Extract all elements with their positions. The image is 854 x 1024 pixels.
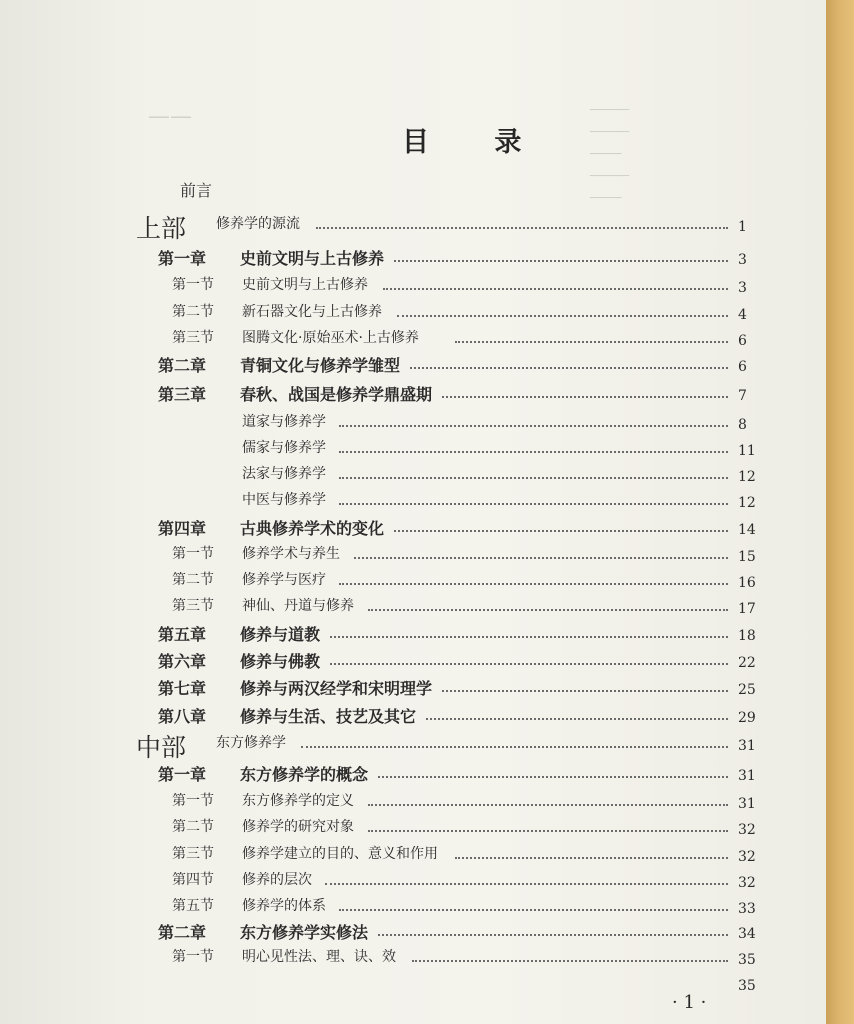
toc-section-row xyxy=(0,437,826,463)
toc-dot-leader xyxy=(378,934,728,936)
toc-section-title: 修养学建立的目的、意义和作用 xyxy=(242,846,438,862)
toc-chapter-label: 第六章 xyxy=(158,652,207,671)
toc-section-row xyxy=(0,869,826,895)
show-through-text: ───── ───── ──── ───── ──── xyxy=(590,103,630,206)
toc-dot-leader xyxy=(410,367,728,369)
toc-section-label: 第一节 xyxy=(172,546,214,562)
toc-chapter-title: 修养与两汉经学和宋明理学 xyxy=(240,679,433,698)
toc-section-title: 史前文明与上古修养 xyxy=(242,277,368,293)
toc-section-title: 修养的层次 xyxy=(242,872,312,888)
toc-section-title: 神仙、丹道与修养 xyxy=(242,598,354,614)
toc-page-number: 22 xyxy=(738,655,756,671)
toc-section-row xyxy=(0,489,826,515)
toc-chapter-label: 第八章 xyxy=(158,707,207,726)
toc-section-row xyxy=(0,569,826,595)
toc-section-label: 第二节 xyxy=(172,819,214,835)
toc-chapter-label: 第二章 xyxy=(158,356,207,375)
page-number: · 1 · xyxy=(672,992,707,1013)
toc-dot-leader xyxy=(394,530,728,532)
toc-chapter-title: 修养与生活、技艺及其它 xyxy=(240,707,417,726)
toc-section-title: 儒家与修养学 xyxy=(242,440,326,456)
toc-section-label: 第一节 xyxy=(172,793,214,809)
toc-dot-leader xyxy=(339,909,728,911)
toc-chapter-label: 第一章 xyxy=(158,249,207,268)
toc-section-title: 法家与修养学 xyxy=(242,466,326,482)
toc-chapter-row xyxy=(0,704,826,730)
toc-section-row xyxy=(0,301,826,327)
toc-part-label: 上部 xyxy=(136,214,187,243)
toc-section-row xyxy=(0,895,826,921)
toc-section-label: 第五节 xyxy=(172,898,214,914)
toc-dot-leader xyxy=(368,609,728,611)
toc-page-number: 17 xyxy=(738,601,756,617)
toc-dot-leader xyxy=(383,288,729,290)
toc-page-number: 33 xyxy=(738,901,756,917)
toc-chapter-title: 史前文明与上古修养 xyxy=(240,249,385,268)
toc-section-row xyxy=(0,843,826,869)
toc-chapter-title: 修养与佛教 xyxy=(240,652,321,671)
toc-dot-leader xyxy=(368,830,728,832)
toc-section-title: 修养学术与养生 xyxy=(242,546,340,562)
toc-page-number: 32 xyxy=(738,822,756,838)
toc-part-label: 中部 xyxy=(136,733,187,762)
toc-chapter-label: 第四章 xyxy=(158,519,207,538)
toc-page-number: 25 xyxy=(738,682,756,698)
toc-section-row xyxy=(0,816,826,842)
toc-chapter-title: 修养与道教 xyxy=(240,625,321,644)
toc-page-number: 3 xyxy=(738,280,747,296)
page-title: 目 录 xyxy=(402,127,550,158)
toc-section-row xyxy=(0,946,826,972)
toc-page-number: 31 xyxy=(738,738,756,754)
toc-page-number: 14 xyxy=(738,522,756,538)
toc-dot-leader xyxy=(378,776,728,778)
toc-chapter-label: 第一章 xyxy=(158,765,207,784)
toc-chapter-label: 第三章 xyxy=(158,385,207,404)
toc-section-title: 东方修养学的定义 xyxy=(242,793,354,809)
toc-dot-leader xyxy=(325,883,729,885)
toc-chapter-label: 第二章 xyxy=(158,923,207,942)
toc-dot-leader xyxy=(412,960,729,962)
toc-chapter-row xyxy=(0,920,826,946)
toc-section-label: 第三节 xyxy=(172,846,214,862)
toc-chapter-label: 第七章 xyxy=(158,679,207,698)
toc-page-number: 29 xyxy=(738,710,756,726)
toc-chapter-row xyxy=(0,676,826,702)
toc-page-number: 31 xyxy=(738,796,756,812)
toc-section-row xyxy=(0,543,826,569)
toc-dot-leader xyxy=(394,260,728,262)
toc-chapter-row xyxy=(0,622,826,648)
toc-chapter-row xyxy=(0,762,826,788)
toc-section-label: 第四节 xyxy=(172,872,214,888)
toc-dot-leader xyxy=(339,451,728,453)
toc-page-number: 7 xyxy=(738,388,747,404)
toc-page-number: 16 xyxy=(738,575,756,591)
toc-section-row xyxy=(0,595,826,621)
toc-section-title: 修养学的体系 xyxy=(242,898,326,914)
toc-dot-leader xyxy=(442,690,728,692)
toc-page-number: 12 xyxy=(738,495,756,511)
toc-page-number: 6 xyxy=(738,359,747,375)
toc-section-title: 修养学的研究对象 xyxy=(242,819,354,835)
toc-dot-leader xyxy=(339,477,728,479)
toc-page-number: 18 xyxy=(738,628,756,644)
toc-page-number: 1 xyxy=(738,219,747,235)
toc-dot-leader xyxy=(339,425,728,427)
toc-section-title: 明心见性法、理、诀、效 xyxy=(242,949,396,965)
toc-section-row xyxy=(0,463,826,489)
toc-dot-leader xyxy=(455,341,728,343)
toc-page-number: 34 xyxy=(738,926,756,942)
page-edge xyxy=(826,0,854,1024)
toc-dot-leader xyxy=(339,503,728,505)
toc-chapter-title: 春秋、战国是修养学鼎盛期 xyxy=(240,385,433,404)
toc-section-title: 中医与修养学 xyxy=(242,492,326,508)
toc-page-number: 32 xyxy=(738,875,756,891)
toc-chapter-row xyxy=(0,516,826,542)
toc-section-title: 图腾文化·原始巫术·上古修养 xyxy=(242,330,419,346)
toc-page-number: 3 xyxy=(738,252,747,268)
toc-part-title: 修养学的源流 xyxy=(216,216,300,232)
toc-part-row xyxy=(0,213,826,243)
toc-section-row xyxy=(0,411,826,437)
toc-dot-leader xyxy=(339,583,728,585)
show-through-text: —— xyxy=(148,104,192,129)
toc-dot-leader xyxy=(442,396,728,398)
toc-section-label: 第二节 xyxy=(172,304,214,320)
toc-chapter-row xyxy=(0,246,826,272)
toc-section-title: 道家与修养学 xyxy=(242,414,326,430)
toc-page-number: 8 xyxy=(738,417,747,433)
toc-dot-leader xyxy=(301,746,728,748)
toc-section-label: 第一节 xyxy=(172,277,214,293)
toc-section-title: 修养学与医疗 xyxy=(242,572,326,588)
toc-dot-leader xyxy=(455,857,728,859)
toc-chapter-row xyxy=(0,382,826,408)
toc-chapter-row xyxy=(0,649,826,675)
toc-dot-leader xyxy=(426,718,728,720)
preface-entry: 前言 xyxy=(180,181,213,200)
toc-section-title: 新石器文化与上古修养 xyxy=(242,304,382,320)
toc-section-label: 第一节 xyxy=(172,949,214,965)
toc-page-number: 11 xyxy=(738,443,756,459)
toc-chapter-title: 东方修养学的概念 xyxy=(240,765,369,784)
toc-section-row xyxy=(0,274,826,300)
toc-dot-leader xyxy=(330,663,728,665)
toc-part-title: 东方修养学 xyxy=(216,735,286,751)
toc-page-number: 32 xyxy=(738,849,756,865)
toc-dot-leader xyxy=(316,227,728,229)
toc-chapter-title: 青铜文化与修养学雏型 xyxy=(240,356,401,375)
toc-part-row xyxy=(0,732,826,762)
toc-dot-leader xyxy=(368,804,728,806)
toc-section-row xyxy=(0,790,826,816)
toc-chapter-row xyxy=(0,353,826,379)
toc-chapter-title: 东方修养学实修法 xyxy=(240,923,369,942)
toc-page-number: 35 xyxy=(738,952,756,968)
toc-dot-leader xyxy=(354,557,729,559)
toc-page-number: 31 xyxy=(738,768,756,784)
toc-page-number: 15 xyxy=(738,549,756,565)
toc-chapter-title: 古典修养学术的变化 xyxy=(240,519,385,538)
toc-section-label: 第二节 xyxy=(172,572,214,588)
toc-dot-leader xyxy=(330,636,728,638)
toc-chapter-label: 第五章 xyxy=(158,625,207,644)
toc-page-number: 4 xyxy=(738,307,747,323)
toc-page-number: 6 xyxy=(738,333,747,349)
toc-page-number: 12 xyxy=(738,469,756,485)
toc-section-label: 第三节 xyxy=(172,598,214,614)
toc-page-number: 35 xyxy=(738,978,756,994)
toc-dot-leader xyxy=(397,315,728,317)
toc-section-label: 第三节 xyxy=(172,330,214,346)
toc-section-row xyxy=(0,327,826,353)
